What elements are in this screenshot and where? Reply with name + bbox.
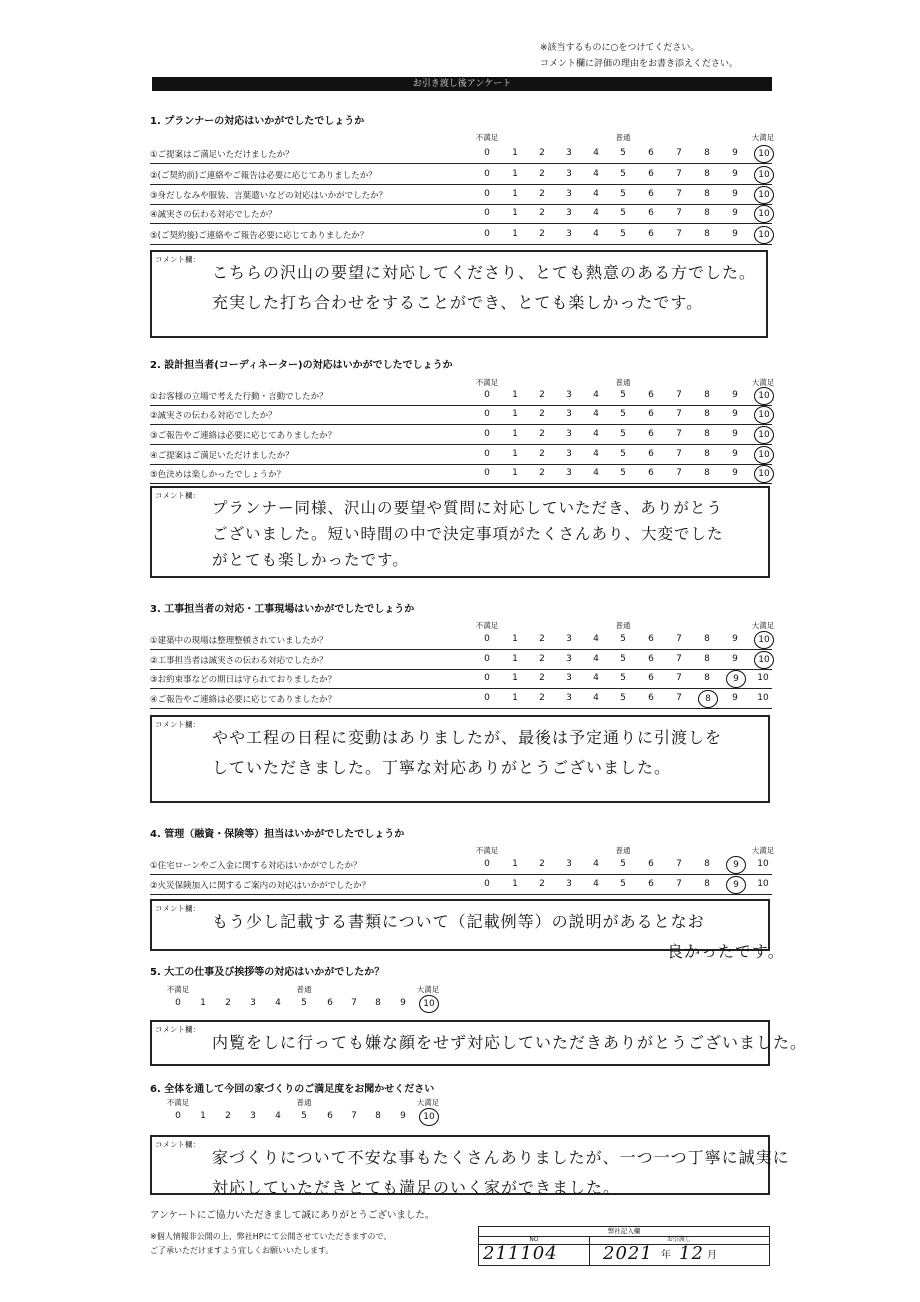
rating-option[interactable]: 0	[484, 208, 490, 218]
rating-option-selected[interactable]: 9	[726, 856, 746, 874]
rating-option[interactable]: 8	[704, 148, 710, 158]
rating-option[interactable]: 0	[484, 189, 490, 199]
rating-option[interactable]: 1	[512, 229, 518, 239]
rating-option[interactable]: 7	[676, 859, 682, 869]
question-row	[150, 995, 440, 1013]
rating-option[interactable]: 3	[566, 390, 572, 400]
rating-option[interactable]: 1	[512, 693, 518, 703]
rating-option[interactable]: 10	[757, 879, 769, 889]
rating-option[interactable]: 8	[704, 879, 710, 889]
rating-option[interactable]: 4	[593, 409, 599, 419]
section-title: 5. 大工の仕事及び挨拶等の対応はいかがでしたか？	[150, 967, 385, 978]
question-row	[150, 226, 772, 245]
rating-option[interactable]: 4	[593, 169, 599, 179]
comment-label: コメント欄：	[155, 720, 200, 729]
rating-option[interactable]: 3	[566, 148, 572, 158]
handwritten-comment-line: やや工程の日程に変動はありましたが、最後は予定通りに引渡しを	[212, 728, 723, 747]
rating-option[interactable]: 3	[566, 169, 572, 179]
question-text: ④ご提案はご満足いただけましたか？	[150, 451, 294, 461]
rating-option[interactable]: 3	[566, 693, 572, 703]
rating-option[interactable]: 4	[593, 189, 599, 199]
rating-option[interactable]: 2	[225, 998, 231, 1008]
rating-option[interactable]: 6	[648, 673, 654, 683]
rating-option[interactable]: 4	[275, 1111, 281, 1121]
comment-box	[150, 899, 785, 961]
rating-option[interactable]: 10	[757, 859, 769, 869]
section-title: 6. 全体を通して今回の家づくりのご満足度をお聞かせください	[150, 1084, 435, 1095]
question-row	[150, 690, 772, 709]
rating-option[interactable]: 4	[593, 673, 599, 683]
rating-option[interactable]: 6	[648, 859, 654, 869]
rating-option[interactable]: 0	[484, 449, 490, 459]
rating-option[interactable]: 0	[484, 148, 490, 158]
rating-option[interactable]: 2	[539, 673, 545, 683]
rating-option-selected[interactable]: 10	[754, 446, 774, 464]
scale-label-high: 大満足	[751, 621, 775, 630]
rating-option[interactable]: 5	[620, 673, 626, 683]
question-text: ②工事担当者は誠実さの伝わる対応でしたか？	[150, 656, 328, 666]
rating-option[interactable]: 0	[484, 169, 490, 179]
instruction-note-2: コメント欄に評価の理由をお書き添えください。	[540, 59, 739, 69]
rating-option[interactable]: 2	[539, 468, 545, 478]
rating-option[interactable]: 6	[648, 169, 654, 179]
question-row	[150, 205, 772, 224]
rating-option[interactable]: 5	[620, 429, 626, 439]
scale-label-mid: 普通	[615, 133, 631, 142]
rating-option[interactable]: 5	[620, 859, 626, 869]
rating-option[interactable]: 6	[648, 449, 654, 459]
rating-option[interactable]: 8	[704, 429, 710, 439]
scale-label-low: 不満足	[475, 846, 499, 855]
question-row	[150, 166, 772, 185]
rating-option[interactable]: 1	[512, 390, 518, 400]
rating-option[interactable]: 0	[484, 859, 490, 869]
scale-label-low: 不満足	[166, 985, 190, 994]
rating-option[interactable]: 4	[275, 998, 281, 1008]
rating-option[interactable]: 6	[648, 189, 654, 199]
question-text: ③お約束事などの期日は守られておりましたか？	[150, 675, 337, 685]
rating-option[interactable]: 6	[648, 879, 654, 889]
rating-option[interactable]: 1	[512, 169, 518, 179]
rating-option[interactable]: 3	[566, 229, 572, 239]
rating-option[interactable]: 4	[593, 693, 599, 703]
rating-option[interactable]: 1	[512, 148, 518, 158]
question-row	[150, 631, 772, 650]
rating-option[interactable]: 3	[566, 654, 572, 664]
survey-title-bar: お引き渡し後アンケート	[152, 77, 772, 91]
thanks-text: アンケートにご協力いただきまして誠にありがとうございました。	[150, 1210, 435, 1221]
rating-option[interactable]: 6	[648, 229, 654, 239]
rating-option[interactable]: 2	[539, 429, 545, 439]
rating-option[interactable]: 9	[732, 468, 738, 478]
question-row	[150, 387, 772, 406]
rating-option-selected[interactable]: 10	[754, 651, 774, 669]
rating-option[interactable]: 3	[566, 673, 572, 683]
scale-label-high: 大満足	[751, 378, 775, 387]
handwritten-comment-line: 良かったです。	[667, 942, 785, 961]
rating-option[interactable]: 5	[620, 390, 626, 400]
rating-option[interactable]: 4	[593, 148, 599, 158]
rating-option-selected[interactable]: 10	[754, 387, 774, 405]
rating-option[interactable]: 5	[620, 693, 626, 703]
rating-option[interactable]: 0	[484, 409, 490, 419]
section-title: 1. プランナーの対応はいかがでしたでしょうか	[150, 116, 365, 127]
question-text: ②(ご契約前)ご連絡やご報告は必要に応じてありましたか？	[150, 171, 377, 181]
privacy-note-2: ご了承いただけますよう宜しくお願いいたします。	[150, 1246, 334, 1255]
rating-option[interactable]: 0	[484, 429, 490, 439]
question-row	[150, 446, 772, 465]
rating-option[interactable]: 4	[593, 449, 599, 459]
rating-option[interactable]: 1	[512, 673, 518, 683]
rating-option[interactable]: 3	[566, 879, 572, 889]
handwritten-comment-line: していただきました。丁寧な対応ありがとうございました。	[212, 758, 672, 777]
rating-option[interactable]: 6	[327, 1111, 333, 1121]
rating-option[interactable]: 7	[676, 409, 682, 419]
rating-option[interactable]: 1	[512, 634, 518, 644]
rating-option[interactable]: 9	[732, 390, 738, 400]
rating-option[interactable]: 2	[539, 390, 545, 400]
rating-option[interactable]: 8	[704, 673, 710, 683]
rating-option[interactable]: 7	[676, 189, 682, 199]
handwritten-comment-line: 充実した打ち合わせをすることができ、とても楽しかったです。	[212, 293, 704, 312]
rating-option[interactable]: 5	[620, 208, 626, 218]
rating-option[interactable]: 4	[593, 879, 599, 889]
question-text: ①住宅ローンやご入金に関する対応はいかがでしたか？	[150, 861, 362, 871]
rating-option-selected[interactable]: 10	[754, 631, 774, 649]
no-label: NO	[529, 1236, 539, 1243]
rating-option[interactable]: 4	[593, 229, 599, 239]
comment-label: コメント欄：	[155, 904, 200, 913]
rating-option[interactable]: 2	[539, 634, 545, 644]
rating-option[interactable]: 9	[732, 229, 738, 239]
rating-option[interactable]: 7	[676, 879, 682, 889]
comment-label: コメント欄：	[155, 1025, 200, 1034]
question-row	[150, 186, 772, 205]
rating-option-selected[interactable]: 10	[754, 226, 774, 244]
rating-option[interactable]: 6	[648, 208, 654, 218]
rating-option[interactable]: 8	[704, 859, 710, 869]
rating-option[interactable]: 5	[620, 409, 626, 419]
scale-label-mid: 普通	[296, 985, 312, 994]
question-text: ①ご提案はご満足いただけましたか？	[150, 150, 294, 160]
survey-number: 211104	[483, 1243, 558, 1264]
rating-option[interactable]: 10	[757, 673, 769, 683]
rating-option[interactable]: 7	[676, 673, 682, 683]
handwritten-comment-line: 対応していただきとても満足のいく家ができました。	[212, 1178, 621, 1197]
rating-option[interactable]: 2	[539, 859, 545, 869]
question-row	[150, 856, 772, 875]
handwritten-comment-line: 内覧をしに行っても嫌な顔をせず対応していただきありがとうございました。	[212, 1033, 808, 1052]
rating-option[interactable]: 9	[732, 148, 738, 158]
scale-label-low: 不満足	[166, 1098, 190, 1107]
rating-option[interactable]: 8	[704, 654, 710, 664]
question-text: ②火災保険加入に関するご案内の対応はいかがでしたか？	[150, 881, 371, 891]
comment-box	[150, 486, 770, 578]
rating-option[interactable]: 8	[375, 1111, 381, 1121]
rating-option[interactable]: 7	[676, 208, 682, 218]
rating-option[interactable]: 5	[620, 229, 626, 239]
question-row	[150, 426, 772, 445]
rating-option[interactable]: 8	[704, 449, 710, 459]
scale-label-mid: 普通	[296, 1098, 312, 1107]
rating-option[interactable]: 3	[566, 409, 572, 419]
rating-option[interactable]: 8	[704, 390, 710, 400]
rating-option[interactable]: 9	[732, 634, 738, 644]
rating-option[interactable]: 9	[732, 693, 738, 703]
rating-option-selected[interactable]: 10	[754, 205, 774, 223]
rating-option[interactable]: 6	[648, 654, 654, 664]
question-text: ②誠実さの伝わる対応でしたか？	[150, 411, 277, 421]
rating-option-selected[interactable]: 9	[726, 876, 746, 894]
rating-option[interactable]: 4	[593, 468, 599, 478]
rating-option[interactable]: 0	[175, 998, 181, 1008]
handover-label: お引渡し	[666, 1236, 691, 1243]
question-row	[150, 465, 772, 484]
rating-option[interactable]: 7	[676, 390, 682, 400]
rating-option[interactable]: 5	[620, 879, 626, 889]
scale-label-mid: 普通	[615, 378, 631, 387]
rating-option[interactable]: 0	[484, 634, 490, 644]
question-text: ①建築中の現場は整理整頓されていましたか？	[150, 636, 328, 646]
rating-option[interactable]: 2	[539, 879, 545, 889]
rating-option[interactable]: 4	[593, 429, 599, 439]
handwritten-comment-line: こちらの沢山の要望に対応してくださり、とても熱意のある方でした。	[212, 263, 757, 282]
comment-label: コメント欄：	[155, 491, 200, 500]
rating-option[interactable]: 8	[704, 169, 710, 179]
scale-label-high: 大満足	[751, 133, 775, 142]
rating-option[interactable]: 5	[620, 148, 626, 158]
scale-label-mid: 普通	[615, 621, 631, 630]
rating-option-selected[interactable]: 10	[419, 1108, 439, 1126]
rating-option[interactable]: 9	[732, 189, 738, 199]
scale-label-high: 大満足	[416, 1098, 440, 1107]
rating-option[interactable]: 2	[225, 1111, 231, 1121]
rating-option[interactable]: 2	[539, 169, 545, 179]
rating-option[interactable]: 6	[648, 409, 654, 419]
rating-option[interactable]: 2	[539, 654, 545, 664]
rating-option[interactable]: 9	[732, 169, 738, 179]
comment-label: コメント欄：	[155, 1140, 200, 1149]
question-text: ⑤色決めは楽しかったでしょうか？	[150, 470, 286, 480]
rating-option[interactable]: 3	[250, 1111, 256, 1121]
question-text: ④ご報告やご連絡は必要に応じてありましたか？	[150, 695, 337, 705]
rating-option[interactable]: 1	[200, 998, 206, 1008]
rating-option[interactable]: 2	[539, 208, 545, 218]
rating-option[interactable]: 3	[566, 208, 572, 218]
rating-option[interactable]: 1	[512, 429, 518, 439]
rating-option[interactable]: 5	[301, 998, 307, 1008]
rating-option[interactable]: 1	[512, 859, 518, 869]
rating-option[interactable]: 5	[620, 169, 626, 179]
rating-option[interactable]: 0	[484, 673, 490, 683]
rating-option[interactable]: 7	[351, 998, 357, 1008]
rating-option[interactable]: 2	[539, 449, 545, 459]
rating-option-selected[interactable]: 8	[698, 690, 718, 708]
rating-option-selected[interactable]: 10	[754, 465, 774, 483]
rating-option[interactable]: 0	[484, 879, 490, 889]
rating-option[interactable]: 2	[539, 189, 545, 199]
rating-option[interactable]: 6	[648, 634, 654, 644]
comment-box	[150, 1020, 808, 1066]
rating-option[interactable]: 0	[484, 654, 490, 664]
rating-option[interactable]: 8	[704, 229, 710, 239]
rating-option[interactable]: 5	[620, 654, 626, 664]
rating-option-selected[interactable]: 10	[754, 166, 774, 184]
question-text: ③身だしなみや服装、言葉遣いなどの対応はいかがでしたか？	[150, 191, 388, 201]
question-row	[150, 651, 772, 670]
rating-option[interactable]: 6	[648, 693, 654, 703]
rating-option[interactable]: 0	[484, 693, 490, 703]
month-unit: 月	[707, 1250, 717, 1261]
question-row	[150, 1108, 440, 1126]
rating-option[interactable]: 9	[732, 409, 738, 419]
rating-option[interactable]: 6	[648, 468, 654, 478]
rating-option[interactable]: 10	[757, 693, 769, 703]
handwritten-comment-line: がとても楽しかったです。	[212, 551, 409, 569]
rating-option-selected[interactable]: 10	[754, 406, 774, 424]
question-row	[150, 406, 772, 425]
rating-option-selected[interactable]: 10	[754, 145, 774, 163]
rating-option[interactable]: 9	[732, 208, 738, 218]
rating-option[interactable]: 9	[732, 449, 738, 459]
rating-option[interactable]: 9	[400, 1111, 406, 1121]
handwritten-comment-line: ございました。短い時間の中で決定事項がたくさんあり、大変でした	[212, 525, 724, 543]
rating-option[interactable]: 5	[301, 1111, 307, 1121]
rating-option[interactable]: 6	[648, 148, 654, 158]
office-use-label: 弊社記入欄	[479, 1227, 769, 1237]
rating-option[interactable]: 5	[620, 634, 626, 644]
rating-option[interactable]: 7	[676, 449, 682, 459]
handwritten-comment-line: もう少し記載する書類について（記載例等）の説明があるとなお	[212, 912, 705, 931]
rating-option[interactable]: 7	[676, 654, 682, 664]
rating-option[interactable]: 9	[732, 429, 738, 439]
rating-option[interactable]: 4	[593, 654, 599, 664]
comment-box	[150, 250, 768, 338]
year-unit: 年	[661, 1250, 671, 1261]
rating-option[interactable]: 7	[351, 1111, 357, 1121]
rating-option[interactable]: 4	[593, 634, 599, 644]
question-row	[150, 876, 772, 895]
rating-option[interactable]: 2	[539, 409, 545, 419]
rating-option[interactable]: 8	[375, 998, 381, 1008]
question-row	[150, 670, 772, 689]
rating-option[interactable]: 2	[539, 229, 545, 239]
rating-option[interactable]: 0	[484, 390, 490, 400]
rating-option[interactable]: 5	[620, 189, 626, 199]
scale-label-low: 不満足	[475, 378, 499, 387]
rating-option[interactable]: 8	[704, 409, 710, 419]
handover-year: 2021	[603, 1243, 653, 1264]
comment-box	[150, 1135, 790, 1197]
rating-option[interactable]: 0	[484, 468, 490, 478]
rating-option-selected[interactable]: 10	[419, 995, 439, 1013]
handwritten-comment-line: プランナー同様、沢山の要望や質問に対応していただき、ありがとう	[212, 499, 723, 517]
question-text: ⑤(ご契約後)ご連絡やご報告必要に応じてありましたか？	[150, 231, 369, 241]
rating-option[interactable]: 8	[704, 468, 710, 478]
rating-option[interactable]: 7	[676, 148, 682, 158]
rating-option[interactable]: 7	[676, 429, 682, 439]
office-use-box	[478, 1226, 770, 1266]
rating-option[interactable]: 1	[512, 879, 518, 889]
rating-option[interactable]: 8	[704, 634, 710, 644]
question-text: ③ご報告やご連絡は必要に応じてありましたか？	[150, 431, 337, 441]
rating-option[interactable]: 7	[676, 634, 682, 644]
handwritten-comment-line: 家づくりについて不安な事もたくさんありましたが、一つ一つ丁寧に誠実に	[212, 1148, 790, 1167]
rating-option-selected[interactable]: 10	[754, 186, 774, 204]
rating-option[interactable]: 3	[566, 449, 572, 459]
rating-option[interactable]: 5	[620, 468, 626, 478]
rating-option[interactable]: 9	[732, 654, 738, 664]
rating-option[interactable]: 4	[593, 859, 599, 869]
scale-label-high: 大満足	[751, 846, 775, 855]
rating-option[interactable]: 1	[512, 189, 518, 199]
rating-option[interactable]: 1	[512, 449, 518, 459]
scale-label-mid: 普通	[615, 846, 631, 855]
rating-option[interactable]: 1	[200, 1111, 206, 1121]
rating-option[interactable]: 0	[175, 1111, 181, 1121]
rating-option[interactable]: 7	[676, 468, 682, 478]
rating-option[interactable]: 3	[566, 859, 572, 869]
comment-label: コメント欄：	[155, 255, 200, 264]
rating-option[interactable]: 2	[539, 693, 545, 703]
question-row	[150, 145, 772, 164]
rating-option[interactable]: 4	[593, 208, 599, 218]
rating-option[interactable]: 5	[620, 449, 626, 459]
scale-label-low: 不満足	[475, 133, 499, 142]
rating-option[interactable]: 6	[648, 429, 654, 439]
question-text: ④誠実さの伝わる対応でしたか？	[150, 210, 277, 220]
rating-option[interactable]: 7	[676, 229, 682, 239]
rating-option[interactable]: 1	[512, 409, 518, 419]
rating-option[interactable]: 9	[400, 998, 406, 1008]
section-title: 3. 工事担当者の対応・工事現場はいかがでしたでしょうか	[150, 604, 415, 615]
rating-option[interactable]: 2	[539, 148, 545, 158]
instruction-note-1: ※該当するものに○をつけてください。	[540, 43, 700, 53]
privacy-note-1: ※個人情報非公開の上、弊社HPにて公開させていただきますので、	[150, 1232, 392, 1241]
rating-option[interactable]: 3	[566, 429, 572, 439]
rating-option[interactable]: 6	[327, 998, 333, 1008]
rating-option[interactable]: 3	[566, 468, 572, 478]
scale-label-low: 不満足	[475, 621, 499, 630]
rating-option[interactable]: 8	[704, 208, 710, 218]
rating-option-selected[interactable]: 9	[726, 670, 746, 688]
scale-label-high: 大満足	[416, 985, 440, 994]
rating-option[interactable]: 3	[250, 998, 256, 1008]
rating-option[interactable]: 6	[648, 390, 654, 400]
handover-month: 12	[679, 1243, 704, 1264]
rating-option[interactable]: 3	[566, 634, 572, 644]
question-text: ①お客様の立場で考えた行動・言動でしたか？	[150, 392, 328, 402]
rating-option[interactable]: 0	[484, 229, 490, 239]
rating-option[interactable]: 1	[512, 654, 518, 664]
rating-option-selected[interactable]: 10	[754, 426, 774, 444]
section-title: 2. 設計担当者(コーディネーター)の対応はいかがでしたでしょうか	[150, 360, 453, 371]
rating-option[interactable]: 7	[676, 693, 682, 703]
rating-option[interactable]: 3	[566, 189, 572, 199]
rating-option[interactable]: 1	[512, 208, 518, 218]
rating-option[interactable]: 7	[676, 169, 682, 179]
section-title: 4. 管理（融資・保険等）担当はいかがでしたでしょうか	[150, 829, 405, 840]
comment-box	[150, 715, 770, 803]
rating-option[interactable]: 4	[593, 390, 599, 400]
rating-option[interactable]: 8	[704, 189, 710, 199]
rating-option[interactable]: 1	[512, 468, 518, 478]
